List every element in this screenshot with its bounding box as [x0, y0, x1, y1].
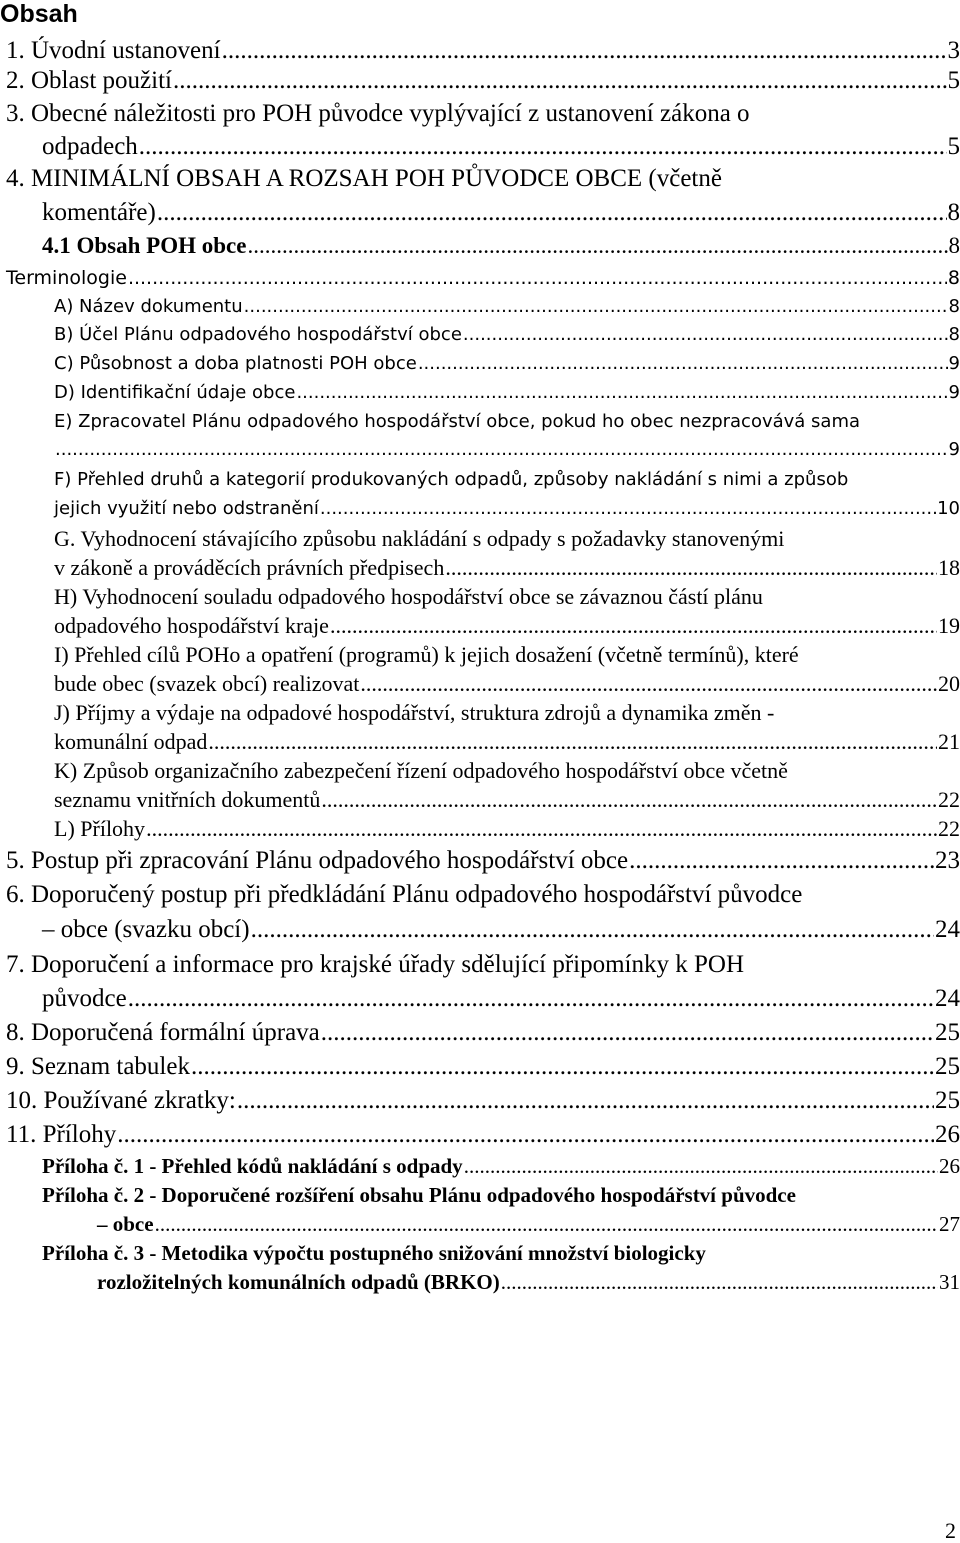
toc-entry-l[interactable]: L) Přílohy ..... 22 — [54, 816, 960, 842]
toc-entry-terminologie[interactable]: Terminologie ..... 8 — [6, 266, 960, 290]
toc-entry-8[interactable]: 8. Doporučená formální úprava ..... 25 — [6, 1018, 960, 1048]
toc-entry-4-line1: 4. MINIMÁLNÍ OBSAH A ROZSAH POH PŮVODCE OBCE (včetně — [6, 165, 722, 192]
toc-entry-h[interactable]: odpadového hospodářství kraje ..... 19 — [54, 613, 960, 639]
toc-entry-d[interactable]: D) Identifikační údaje obce ..... 9 — [54, 381, 960, 405]
toc-entry-6-line1: 6. Doporučený postup při předkládání Plánu odpadového hospodářství původce — [6, 881, 803, 908]
toc-entry-priloha-3[interactable]: rozložitelných komunálních odpadů (BRKO) ..... 31 — [97, 1269, 960, 1295]
toc-entry-3-line1: 3. Obecné náležitosti pro POH původce vyplývající z ustanovení zákona o — [6, 100, 750, 127]
toc-entry-i[interactable]: bude obec (svazek obcí) realizovat ..... 20 — [54, 671, 960, 697]
toc-entry-j-line1: J) Příjmy a výdaje na odpadové hospodářství, struktura zdrojů a dynamika změn - — [54, 700, 775, 725]
toc-entry-g[interactable]: v zákoně a prováděcích právních předpisech ..... 18 — [54, 555, 960, 581]
toc-entry-6[interactable]: – obce (svazku obcí) ..... 24 — [42, 915, 960, 945]
toc-entry-f[interactable]: jejich využití nebo odstranění ..... 10 — [54, 497, 960, 521]
toc-entry-1[interactable]: 1. Úvodní ustanovení ..... 3 — [6, 37, 960, 65]
toc-entry-5[interactable]: 5. Postup při zpracování Plánu odpadového hospodářství obce ..... 23 — [6, 846, 960, 876]
toc-entry-g-line1: G. Vyhodnocení stávajícího způsobu nakládání s odpady s požadavky stanovenými — [54, 526, 785, 551]
toc-entry-9[interactable]: 9. Seznam tabulek ..... 25 — [6, 1052, 960, 1082]
toc-entry-11[interactable]: 11. Přílohy ..... 26 — [6, 1120, 960, 1150]
toc-entry-j[interactable]: komunální odpad ..... 21 — [54, 729, 960, 755]
toc-entry-10[interactable]: 10. Používané zkratky: ..... 25 — [6, 1086, 960, 1116]
toc-entry-4-1[interactable]: 4.1 Obsah POH obce ..... 8 — [42, 233, 960, 259]
toc-entry-priloha-2-line1: Příloha č. 2 - Doporučené rozšíření obsahu Plánu odpadového hospodářství původce — [42, 1183, 796, 1207]
toc-entry-2[interactable]: 2. Oblast použití ..... 5 — [6, 67, 960, 95]
toc-entry-priloha-3-line1: Příloha č. 3 - Metodika výpočtu postupného snižování množství biologicky — [42, 1241, 706, 1265]
toc-entry-a[interactable]: A) Název dokumentu ..... 8 — [54, 295, 960, 319]
toc-entry-4[interactable]: komentáře) ..... 8 — [42, 199, 960, 227]
toc-entry-f-line1: F) Přehled druhů a kategorií produkovaných odpadů, způsoby nakládání s nimi a způsob — [54, 469, 849, 490]
toc-entry-e-line1: E) Zpracovatel Plánu odpadového hospodářství obce, pokud ho obec nezpracovává sama — [54, 411, 861, 432]
toc-entry-k-line1: K) Způsob organizačního zabezpečení řízení odpadového hospodářství obce včetně — [54, 758, 788, 783]
toc-entry-7[interactable]: původce ..... 24 — [42, 984, 960, 1014]
toc-entry-c[interactable]: C) Působnost a doba platnosti POH obce ..... 9 — [54, 352, 960, 376]
toc-entry-k[interactable]: seznamu vnitřních dokumentů ..... 22 — [54, 787, 960, 813]
toc-heading: Obsah — [0, 0, 78, 28]
toc-entry-priloha-2[interactable]: – obce ..... 27 — [97, 1211, 960, 1237]
page-number: 2 — [945, 1518, 956, 1543]
toc-entry-3[interactable]: odpadech ..... 5 — [42, 133, 960, 161]
toc-entry-h-line1: H) Vyhodnocení souladu odpadového hospodářství obce se závaznou částí plánu — [54, 584, 763, 609]
toc-entry-i-line1: I) Přehled cílů POHo a opatření (programů) k jejich dosažení (včetně termínů), které — [54, 642, 799, 667]
toc-entry-e[interactable]: ..... 9 — [54, 438, 960, 462]
toc-entry-b[interactable]: B) Účel Plánu odpadového hospodářství obce ..... 8 — [54, 323, 960, 347]
toc-entry-priloha-1[interactable]: Příloha č. 1 - Přehled kódů nakládání s odpady ..... 26 — [42, 1153, 960, 1179]
toc-entry-7-line1: 7. Doporučení a informace pro krajské úřady sdělující připomínky k POH — [6, 951, 745, 978]
